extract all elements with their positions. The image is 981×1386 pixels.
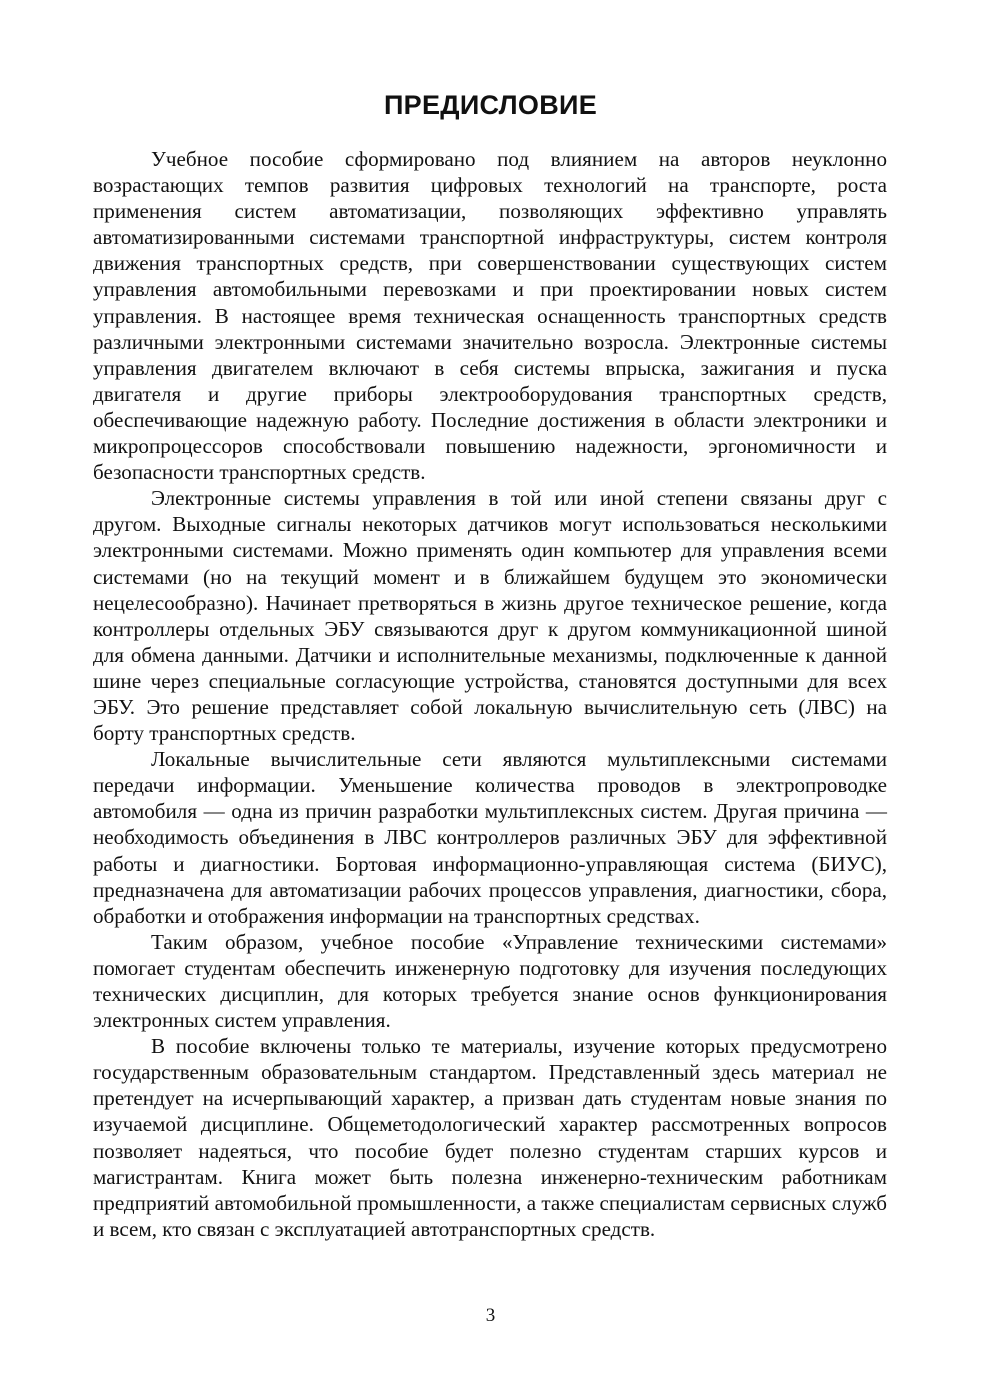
paragraph-1: Учебное пособие сформировано под влиянием на авторов неуклонно возрастающих темпов развития цифровых технологий на транспорте, роста применения систем автоматизации, позволяющих эффективно управлять автоматизированными системами транспортной инфраструктуры, систем контроля движения транспортных средств, при совершенствовании существующих систем управления автомобильными перевозками и при проектировании новых систем управления. В настоящее время техническая оснащенность транспортных средств различными электронными системами значительно возросла. Электронные системы управления двигателем включают в себя системы впрыска, зажигания и пуска двигателя и другие приборы электрооборудования транспортных средств, обеспечивающие надежную работу. Последние достижения в области электроники и микропроцессоров способствовали повышению надежности, эргономичности и безопасности транспортных средств. — [93, 147, 887, 485]
paragraph-2: Электронные системы управления в той или иной степени связаны друг с другом. Выходные сигналы некоторых датчиков могут использоваться несколькими электронными системами. Можно применять один компьютер для управления всеми системами (но на текущий момент и в ближайшем будущем это экономически нецелесообразно). Начинает претворяться в жизнь другое техническое решение, когда контроллеры отдельных ЭБУ связываются друг к другом коммуникационной шиной для обмена данными. Датчики и исполнительные механизмы, подключенные к данной шине через специальные согласующие устройства, становятся доступными для всех ЭБУ. Это решение представляет собой локальную вычислительную сеть (ЛВС) на борту транспортных средств. — [93, 486, 887, 746]
page-title: ПРЕДИСЛОВИЕ — [383, 90, 598, 120]
paragraph-4: Таким образом, учебное пособие «Управление техническими системами» помогает студентам обеспечить инженерную подготовку для изучения последующих технических дисциплин, для которых требуется знание основ функционирования электронных систем управления. — [93, 929, 887, 1033]
paragraph-5: В пособие включены только те материалы, изучение которых предусмотрено государственным образовательным стандартом. Представленный здесь материал не претендует на исчерпывающий характер, а призван дать студентам новые знания по изучаемой дисциплине. Общеметодологический характер рассмотренных вопросов позволяет надеяться, что пособие будет полезно студентам старших курсов и магистрантам. Книга может быть полезна инженерно-техническим работникам предприятий автомобильной промышленности, а также специалистам сервисных служб и всем, кто связан с эксплуатацией автотранспортных средств. — [93, 1034, 887, 1241]
page-number: 3 — [485, 1305, 496, 1326]
paragraph-3: Локальные вычислительные сети являются мультиплексными системами передачи информации. Уменьшение количества проводов в электропроводке автомобиля — одна из причин разработки мультиплексных систем. Другая причина — необходимость объединения в ЛВС контроллеров различных ЭБУ для эффективной работы и диагностики. Бортовая информационно-управляющая система (БИУС), предназначена для автоматизации рабочих процессов управления, диагностики, сбора, обработки и отображения информации на транспортных средствах. — [93, 747, 887, 928]
body-text — [93, 146, 887, 1242]
